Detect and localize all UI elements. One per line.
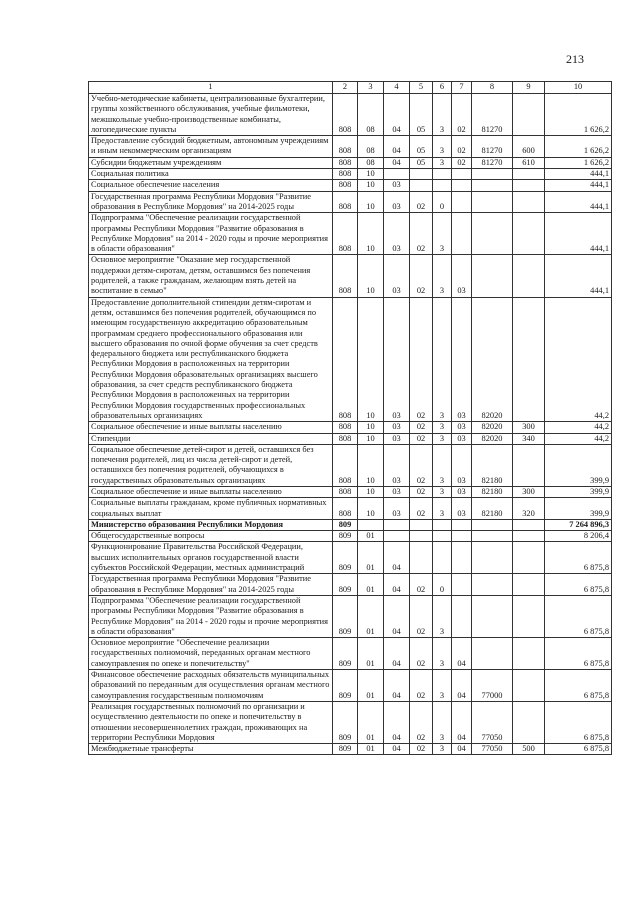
ministry-code: 809 [333,519,358,530]
ministry-code: 809 [333,701,358,743]
event-code: 02 [452,157,472,168]
expense-name: Основное мероприятие "Обеспечение реализации государственных полномочий, переданных органам местного самоуправления по опеке и попечительству" [89,638,333,670]
table-row [89,157,612,168]
direction-code: 82180 [472,444,513,486]
expense-name: Учебно-методические кабинеты, централизованные бухгалтерии, группы хозяйственного обслуживания, учебные фильмотеки, межшкольные учебно-производственные комбинаты, логопедические пункты [89,94,333,136]
subprogram-code: 3 [433,297,452,422]
subprogram-code: 3 [433,433,452,444]
event-code [452,574,472,596]
section-code: 01 [358,574,384,596]
expense-type-code [513,444,545,486]
subsection-code: 04 [384,701,410,743]
subsection-code: 04 [384,542,410,574]
expense-name: Социальное обеспечение детей-сирот и детей, оставшихся без попечения родителей, лиц из числа детей-сирот и детей, оставшихся без попечения родителей, обучающихся в государственных образовательных организациях [89,444,333,486]
column-number-2: 2 [333,82,358,94]
table-row [89,542,612,574]
amount: 444,1 [545,255,612,297]
subsection-code: 04 [384,670,410,702]
expense-name: Стипендии [89,433,333,444]
table-row [89,701,612,743]
subprogram-code: 3 [433,213,452,255]
ministry-code: 809 [333,574,358,596]
section-code: 10 [358,213,384,255]
table-row [89,486,612,497]
table-row [89,433,612,444]
event-code: 03 [452,422,472,433]
section-code: 01 [358,542,384,574]
table-row [89,297,612,422]
ministry-code: 808 [333,213,358,255]
event-code [452,519,472,530]
column-number-1: 1 [89,82,333,94]
program-code: 02 [410,255,433,297]
amount: 8 206,4 [545,531,612,542]
expense-type-code [513,638,545,670]
amount: 44,2 [545,422,612,433]
expense-type-code [513,169,545,180]
amount: 6 875,8 [545,638,612,670]
expense-type-code [513,94,545,136]
amount: 1 626,2 [545,136,612,158]
program-code: 02 [410,574,433,596]
subsection-code: 03 [384,180,410,191]
expense-name: Социальное обеспечение и иные выплаты населению [89,486,333,497]
subprogram-code [433,180,452,191]
section-code: 10 [358,255,384,297]
expense-name: Реализация государственных полномочий по организации и осуществлению деятельности по опеке и попечительству в отношении несовершеннолетних граждан, проживающих на территории Республики Мордовия [89,701,333,743]
expense-type-code [513,519,545,530]
direction-code [472,213,513,255]
amount: 399,9 [545,444,612,486]
expense-name: Социальное обеспечение и иные выплаты населению [89,422,333,433]
expense-type-code [513,574,545,596]
section-code: 10 [358,297,384,422]
ministry-code: 809 [333,542,358,574]
table-row [89,498,612,520]
event-code: 04 [452,744,472,755]
amount: 399,9 [545,486,612,497]
direction-code: 82180 [472,498,513,520]
ministry-code: 808 [333,444,358,486]
table-row [89,574,612,596]
program-code [410,519,433,530]
ministry-code: 809 [333,531,358,542]
subprogram-code: 3 [433,701,452,743]
subprogram-code: 3 [433,444,452,486]
expense-name: Предоставление дополнительной стипендии детям-сиротам и детям, оставшимся без попечения родителей, обучающимся по имеющим государственную аккредитацию образовательным программам среднего профессионального образования или высшего образования по очной форме обучения за счет средств федерального бюджета или республиканского бюджета Республики Мордовия в расположенных на территории Республики Мордовия образовательных организациях высшего образования, за счет средств республиканского бюджета Республики Мордовия в расположенных на территории Республики Мордовия государственных профессиональных образовательных организациях [89,297,333,422]
table-row [89,169,612,180]
subsection-code: 04 [384,595,410,637]
column-number-6: 6 [433,82,452,94]
amount: 444,1 [545,213,612,255]
expense-name: Социальная политика [89,169,333,180]
direction-code: 81270 [472,94,513,136]
subprogram-code [433,542,452,574]
column-number-7: 7 [452,82,472,94]
program-code: 05 [410,157,433,168]
subsection-code: 03 [384,498,410,520]
expense-name: Подпрограмма "Обеспечение реализации государственной программы Республики Мордовия "Развитие образования в Республике Мордовия" на 2014 - 2020 годы и прочие мероприятия в области образования" [89,213,333,255]
subsection-code [384,519,410,530]
direction-code: 82020 [472,422,513,433]
program-code [410,542,433,574]
section-code: 10 [358,486,384,497]
table-row [89,595,612,637]
subsection-code: 04 [384,574,410,596]
event-code: 02 [452,136,472,158]
program-code: 02 [410,297,433,422]
amount: 6 875,8 [545,542,612,574]
table-row [89,94,612,136]
direction-code: 82020 [472,433,513,444]
direction-code [472,542,513,574]
section-code: 08 [358,157,384,168]
amount: 6 875,8 [545,574,612,596]
subsection-code [384,531,410,542]
program-code: 05 [410,94,433,136]
page-number: 213 [566,52,584,66]
event-code: 04 [452,670,472,702]
subprogram-code: 3 [433,498,452,520]
section-code: 10 [358,191,384,213]
expense-type-code [513,595,545,637]
ministry-code: 809 [333,670,358,702]
table-row [89,744,612,755]
program-code [410,531,433,542]
section-code: 10 [358,180,384,191]
amount: 1 626,2 [545,157,612,168]
direction-code: 82020 [472,297,513,422]
ministry-code: 808 [333,498,358,520]
expense-type-code: 600 [513,136,545,158]
event-code [452,169,472,180]
amount: 1 626,2 [545,94,612,136]
direction-code [472,169,513,180]
expense-type-code [513,670,545,702]
expense-name: Социальное обеспечение населения [89,180,333,191]
program-code: 02 [410,433,433,444]
expense-type-code [513,180,545,191]
program-code [410,169,433,180]
ministry-code: 808 [333,136,358,158]
subsection-code [384,169,410,180]
subsection-code: 03 [384,444,410,486]
column-number-header [89,82,612,94]
event-code: 03 [452,297,472,422]
direction-code [472,595,513,637]
column-number-10: 10 [545,82,612,94]
expense-name: Социальные выплаты гражданам, кроме публичных нормативных социальных выплат [89,498,333,520]
direction-code [472,574,513,596]
expense-type-code: 300 [513,422,545,433]
event-code: 03 [452,433,472,444]
ministry-code: 808 [333,433,358,444]
column-number-4: 4 [384,82,410,94]
column-number-3: 3 [358,82,384,94]
amount: 7 264 896,3 [545,519,612,530]
subsection-code: 04 [384,638,410,670]
event-code [452,542,472,574]
subsection-code: 03 [384,255,410,297]
subprogram-code: 3 [433,422,452,433]
direction-code: 77050 [472,701,513,743]
subsection-code: 03 [384,486,410,497]
expense-type-code [513,191,545,213]
subprogram-code: 3 [433,255,452,297]
expense-type-code [513,701,545,743]
event-code [452,180,472,191]
section-code: 01 [358,701,384,743]
ministry-code: 808 [333,180,358,191]
section-code: 10 [358,498,384,520]
budget-table [88,81,612,755]
amount: 44,2 [545,297,612,422]
expense-name: Межбюджетные трансферты [89,744,333,755]
section-code: 01 [358,531,384,542]
subprogram-code [433,519,452,530]
event-code: 04 [452,638,472,670]
program-code: 02 [410,213,433,255]
expense-type-code [513,213,545,255]
ministry-code: 808 [333,422,358,433]
column-number-9: 9 [513,82,545,94]
table-row [89,531,612,542]
ministry-code: 809 [333,744,358,755]
event-code [452,531,472,542]
subsection-code: 04 [384,136,410,158]
subprogram-code: 3 [433,744,452,755]
program-code: 02 [410,670,433,702]
expense-name: Финансовое обеспечение расходных обязательств муниципальных образований по переданным для осуществления органам местного самоуправления государственным полномочиям [89,670,333,702]
event-code: 03 [452,444,472,486]
amount: 6 875,8 [545,595,612,637]
amount: 399,9 [545,498,612,520]
amount: 444,1 [545,169,612,180]
ministry-code: 808 [333,255,358,297]
ministry-code: 809 [333,595,358,637]
table-row [89,213,612,255]
expense-name: Государственная программа Республики Мордовия "Развитие образования в Республике Мордовия" на 2014-2025 годы [89,191,333,213]
subprogram-code: 3 [433,638,452,670]
direction-code: 82180 [472,486,513,497]
section-code: 08 [358,136,384,158]
event-code [452,595,472,637]
event-code [452,213,472,255]
subprogram-code: 3 [433,486,452,497]
direction-code [472,191,513,213]
subsection-code: 03 [384,297,410,422]
amount: 6 875,8 [545,701,612,743]
amount: 6 875,8 [545,744,612,755]
expense-name: Министерство образования Республики Мордовия [89,519,333,530]
program-code: 02 [410,422,433,433]
ministry-code: 808 [333,157,358,168]
subprogram-code: 3 [433,595,452,637]
table-row [89,180,612,191]
expense-type-code: 500 [513,744,545,755]
subprogram-code: 3 [433,136,452,158]
event-code: 04 [452,701,472,743]
expense-name: Основное мероприятие "Оказание мер государственной поддержки детям-сиротам, детям, оставшимся без попечения родителей, а также гражданам, желающим взять детей на воспитание в семью" [89,255,333,297]
direction-code [472,180,513,191]
subsection-code: 03 [384,422,410,433]
program-code [410,180,433,191]
ministry-code: 808 [333,486,358,497]
event-code: 03 [452,486,472,497]
section-code: 01 [358,638,384,670]
ministry-code: 809 [333,638,358,670]
direction-code [472,531,513,542]
table-row [89,670,612,702]
amount: 444,1 [545,180,612,191]
table-row [89,191,612,213]
subsection-code: 03 [384,433,410,444]
subprogram-code: 3 [433,94,452,136]
event-code: 02 [452,94,472,136]
program-code: 02 [410,444,433,486]
ministry-code: 808 [333,169,358,180]
event-code: 03 [452,498,472,520]
program-code: 02 [410,486,433,497]
ministry-code: 808 [333,94,358,136]
section-code: 01 [358,670,384,702]
amount: 444,1 [545,191,612,213]
ministry-code: 808 [333,297,358,422]
section-code: 08 [358,94,384,136]
expense-name: Предоставление субсидий бюджетным, автономным учреждениям и иным некоммерческим организациям [89,136,333,158]
subprogram-code: 3 [433,670,452,702]
expense-type-code: 300 [513,486,545,497]
subsection-code: 04 [384,157,410,168]
section-code: 10 [358,433,384,444]
expense-type-code [513,255,545,297]
direction-code [472,638,513,670]
section-code [358,519,384,530]
section-code: 10 [358,422,384,433]
subprogram-code [433,169,452,180]
event-code: 03 [452,255,472,297]
expense-type-code: 320 [513,498,545,520]
subsection-code: 04 [384,744,410,755]
program-code: 02 [410,701,433,743]
expense-name: Государственная программа Республики Мордовия "Развитие образования в Республике Мордовия" на 2014-2025 годы [89,574,333,596]
expense-type-code: 610 [513,157,545,168]
subprogram-code: 3 [433,157,452,168]
subprogram-code: 0 [433,191,452,213]
program-code: 05 [410,136,433,158]
expense-name: Субсидии бюджетным учреждениям [89,157,333,168]
table-row [89,255,612,297]
expense-type-code: 340 [513,433,545,444]
budget-sheet [88,81,612,755]
subsection-code: 03 [384,191,410,213]
amount: 6 875,8 [545,670,612,702]
ministry-code: 808 [333,191,358,213]
program-code: 02 [410,191,433,213]
expense-name: Подпрограмма "Обеспечение реализации государственной программы Республики Мордовия "Развитие образования в Республике Мордовия" на 2014 - 2020 годы и прочие мероприятия в области образования" [89,595,333,637]
table-row [89,422,612,433]
table-row [89,638,612,670]
expense-type-code [513,531,545,542]
expense-name: Функционирование Правительства Российской Федерации, высших исполнительных органов государственной власти субъектов Российской Федерации, местных администраций [89,542,333,574]
direction-code: 77050 [472,744,513,755]
program-code: 02 [410,638,433,670]
table-row [89,136,612,158]
table-row [89,519,612,530]
direction-code [472,519,513,530]
subprogram-code [433,531,452,542]
expense-type-code [513,297,545,422]
expense-name: Общегосударственные вопросы [89,531,333,542]
direction-code: 77000 [472,670,513,702]
subprogram-code: 0 [433,574,452,596]
subsection-code: 04 [384,94,410,136]
expense-type-code [513,542,545,574]
amount: 44,2 [545,433,612,444]
direction-code: 81270 [472,136,513,158]
table-row [89,444,612,486]
event-code [452,191,472,213]
section-code: 10 [358,444,384,486]
program-code: 02 [410,595,433,637]
program-code: 02 [410,498,433,520]
column-number-5: 5 [410,82,433,94]
direction-code: 81270 [472,157,513,168]
column-number-8: 8 [472,82,513,94]
section-code: 01 [358,595,384,637]
section-code: 10 [358,169,384,180]
subsection-code: 03 [384,213,410,255]
direction-code [472,255,513,297]
section-code: 01 [358,744,384,755]
program-code: 02 [410,744,433,755]
